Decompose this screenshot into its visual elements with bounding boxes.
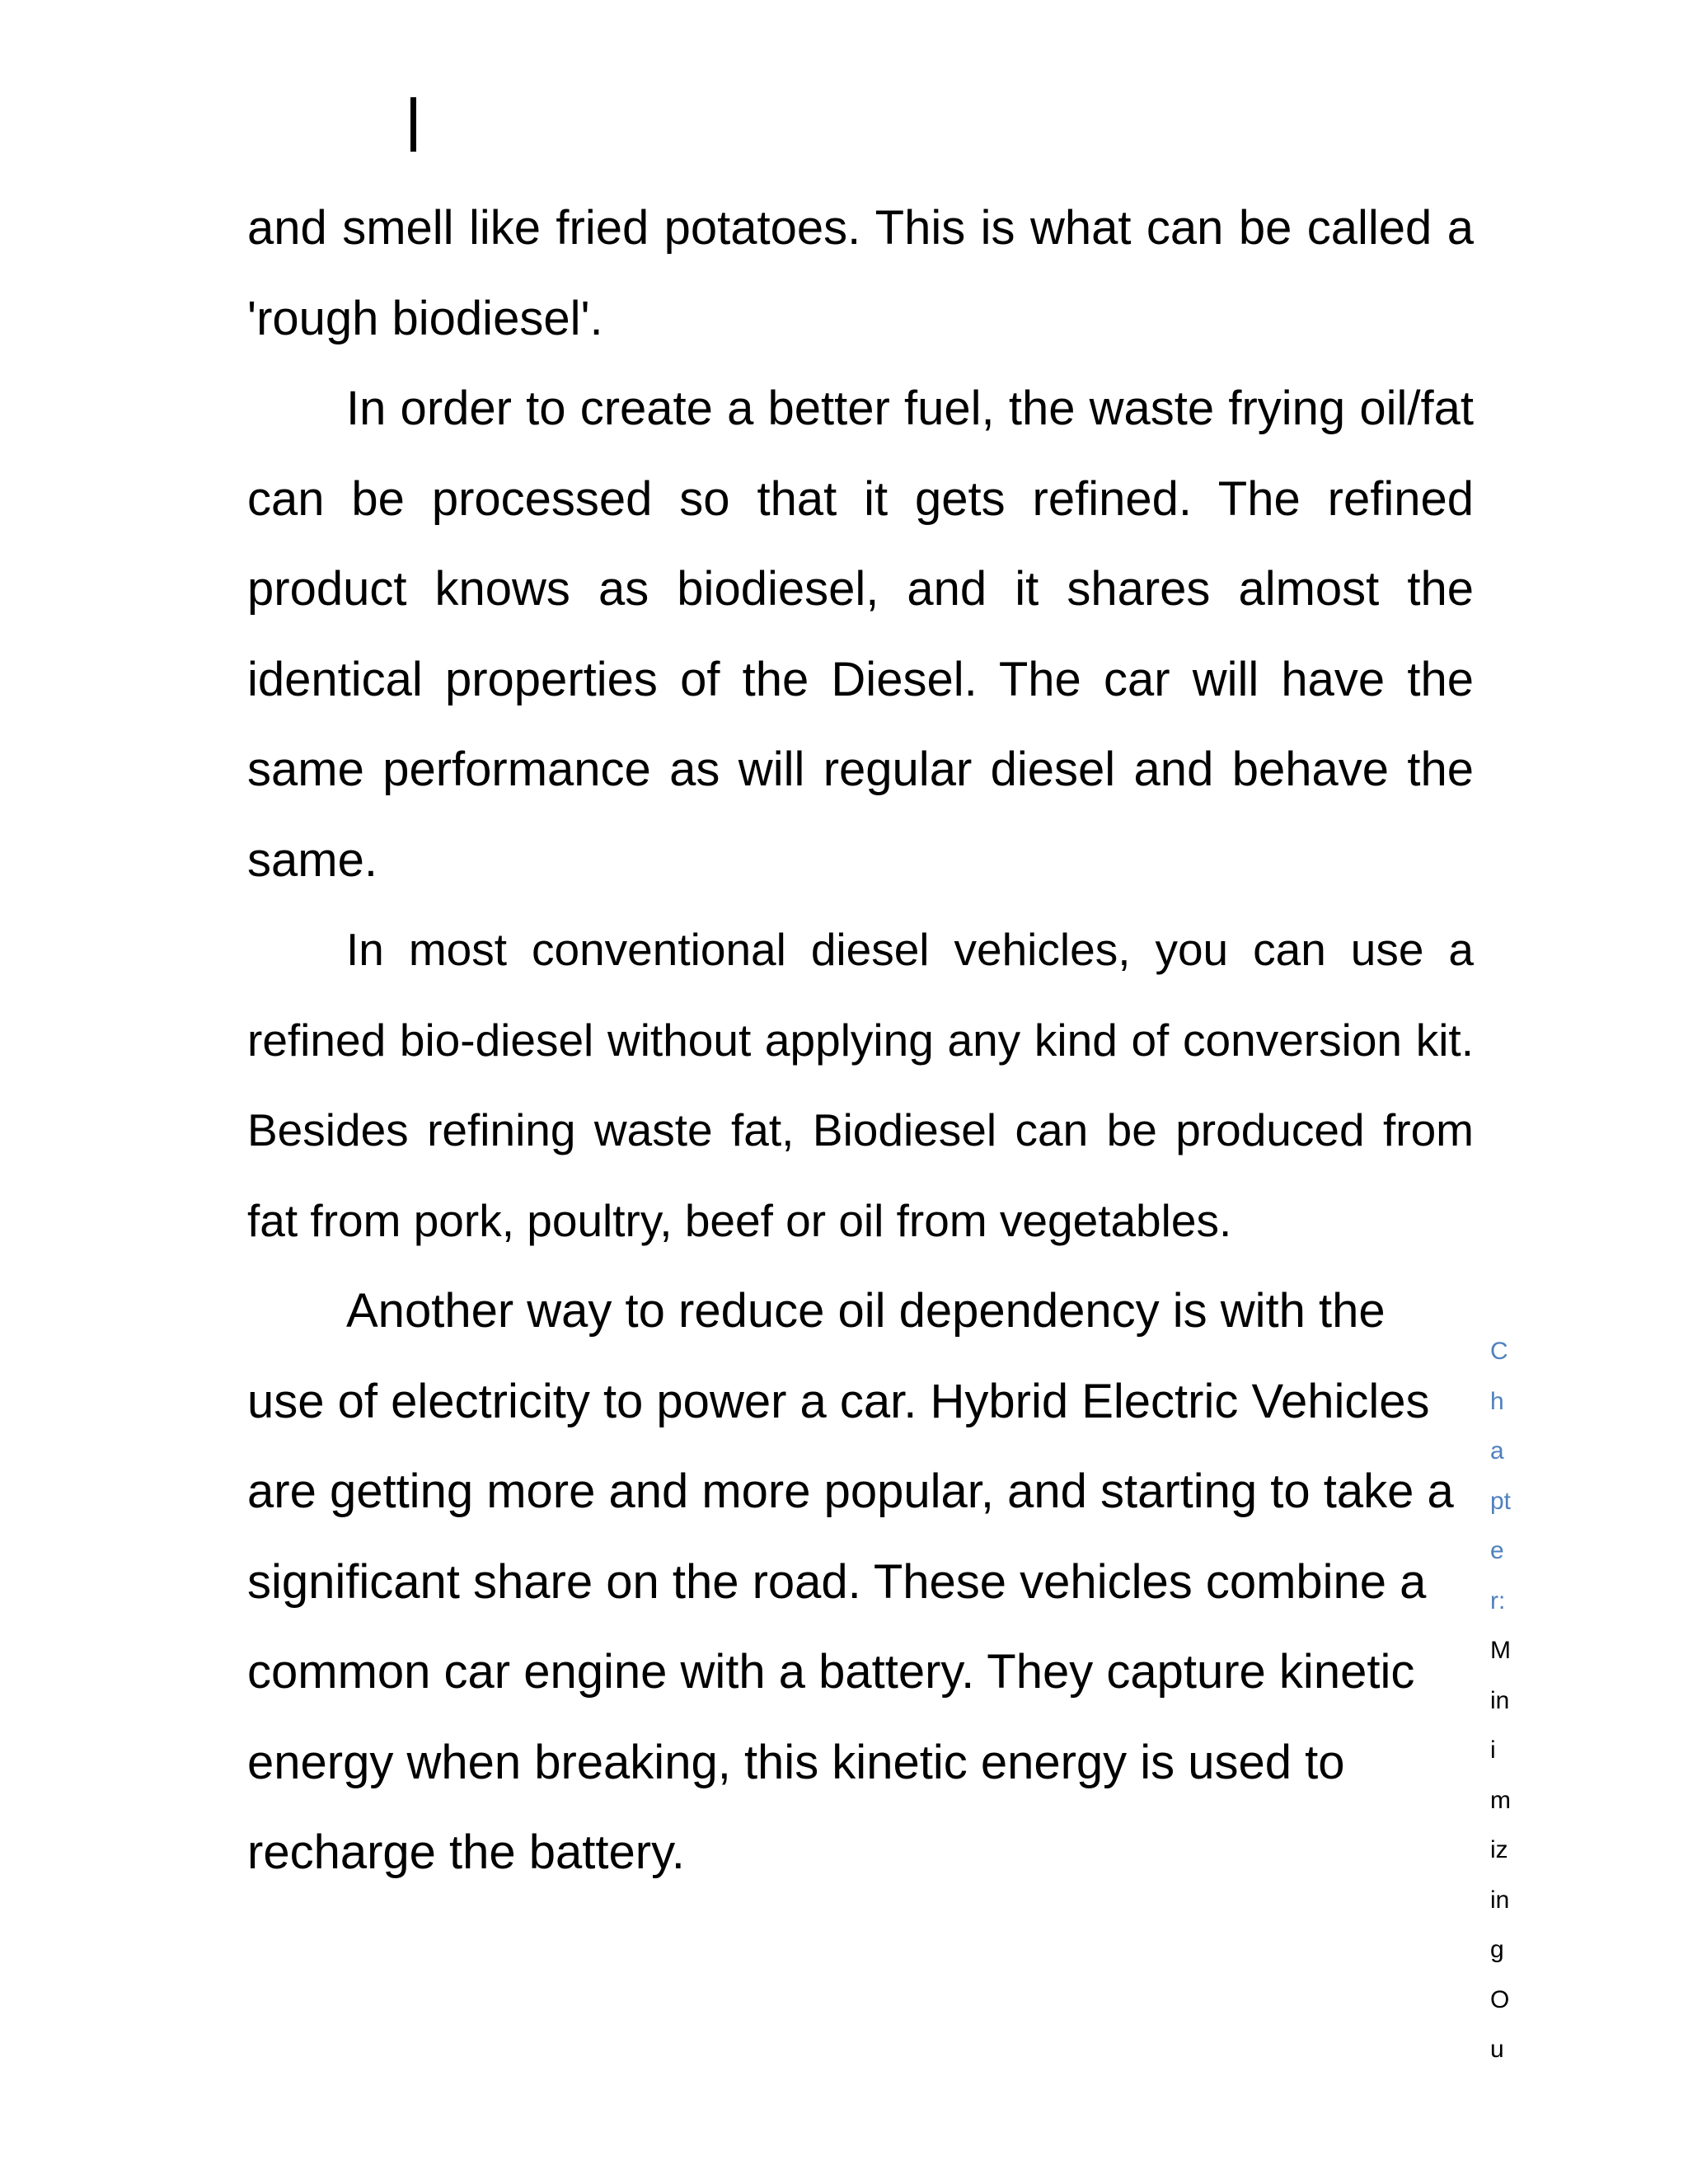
margin-label-char: pt xyxy=(1490,1487,1512,1515)
margin-label-char: C xyxy=(1490,1338,1508,1365)
margin-value-char: g xyxy=(1490,1936,1504,1963)
paragraph-4: Another way to reduce oil dependency is with the use of electricity to power a car. Hybrid Electric Vehicles are getting more and more popular, and starting to take a significant share on the road. These vehicles combine a common car engine with a battery. They capture kinetic energy when breaking, this kinetic energy is used to recharge the battery. xyxy=(247,1284,1454,1879)
margin-label-char: e xyxy=(1490,1537,1504,1564)
paragraph-3: In most conventional diesel vehicles, you can use a refined bio-diesel without applying any kind of conversion kit. Besides refining waste fat, Biodiesel can be produced from fat from pork, poultry, beef or oil from vegetables. xyxy=(247,924,1474,1246)
margin-label-char: r: xyxy=(1490,1586,1506,1615)
margin-value-char: M xyxy=(1490,1637,1511,1664)
margin-value-char: O xyxy=(1490,1985,1510,2013)
margin-value-char: u xyxy=(1490,2036,1504,2063)
document-body[interactable] xyxy=(247,183,1474,1898)
paragraph-2: In order to create a better fuel, the waste frying oil/fat can be processed so that it gets refined. The refined product knows as biodiesel, and it shares almost the identical properties of the Diesel. The car will have the same performance as will regular diesel and behave the same. xyxy=(247,382,1474,887)
margin-value-char: i xyxy=(1490,1736,1496,1764)
margin-value-char: iz xyxy=(1490,1836,1508,1863)
margin-label-char: h xyxy=(1490,1387,1504,1415)
margin-value-char: in xyxy=(1490,1886,1510,1914)
paragraph-1: and smell like fried potatoes. This is what can be called a 'rough biodiesel'. xyxy=(247,201,1474,345)
margin-value-char: in xyxy=(1490,1686,1510,1714)
margin-comment-note[interactable] xyxy=(1490,1327,1531,2075)
text-cursor xyxy=(410,97,416,152)
margin-value-char: m xyxy=(1490,1786,1511,1814)
margin-label-char: a xyxy=(1490,1437,1504,1465)
